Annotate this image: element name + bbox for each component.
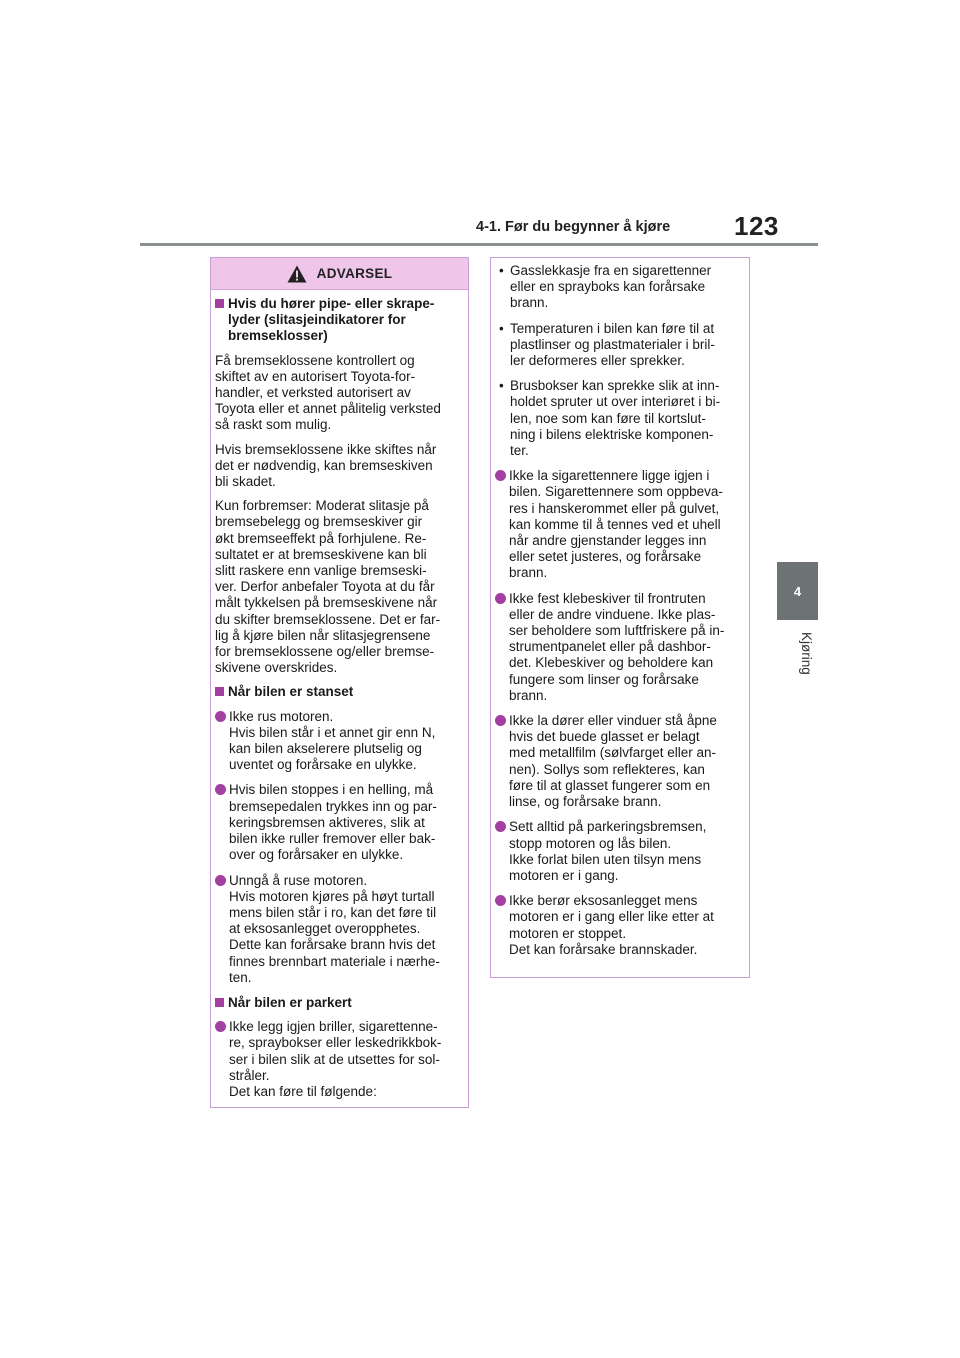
list-item: Ikke fest klebeskiver til frontruten eller de andre vinduene. Ikke plas- ser beholdere som luftfriskere på in- strumentpanelet eller på dashbor- det. Klebeskiver og beholdere kan fungere som linser og forårsake brann. xyxy=(495,591,744,704)
bullet-icon: • xyxy=(499,378,504,394)
bullet-icon: • xyxy=(499,320,504,336)
circle-bullet-icon xyxy=(215,709,229,774)
sub-list-item: • Brusbokser kan sprekke slik at inn- holdet spruter ut over interiøret i bi- len, noe som kan føre til kortslut- ning i bilens elektriske komponen- ter. xyxy=(495,378,744,459)
page-number: 123 xyxy=(734,211,779,241)
circle-bullet-icon xyxy=(215,782,229,863)
bullet-icon: • xyxy=(499,263,504,278)
chapter-number: 4 xyxy=(793,583,802,599)
list-item: Sett alltid på parkeringsbremsen, stopp motoren og lås bilen. Ikke forlat bilen uten tilsyn mens motoren er i gang. xyxy=(495,819,744,884)
list-item: Ikke la dører eller vinduer stå åpne hvis det buede glasset er belagt med metallfilm (sølvfarget eller an- nen). Sollys som reflekteres, kan føre til at glasset fungerer som en linse, og forårsake brann. xyxy=(495,713,744,810)
section-title: 4-1. Før du begynner å kjøre xyxy=(476,219,671,235)
circle-bullet-icon xyxy=(495,713,509,810)
sub-list-item: • Temperaturen i bilen kan føre til at plastlinser og plastmaterialer i bril- ler deformeres eller sprekker. xyxy=(495,321,744,370)
circle-bullet-icon xyxy=(215,1019,229,1100)
paragraph: Kun forbremser: Moderat slitasje på bremsebelegg og bremseskiver gir økt bremseeffekt på forhjulene. Re- sultatet er at bremseskivene kan bli slitt raskere enn vanlige bremseski- ver. Derfor anbefaler Toyota at du får målt tykkelsen på bremseskivene når du skifter bremseklossene. Det er far- lig å kjøre bilen når slitasjegrensene for bremseklossene og/eller bremse- skivene overskrides. xyxy=(215,498,441,676)
circle-bullet-icon xyxy=(495,819,509,884)
list-item: Unngå å ruse motoren. Hvis motoren kjøres på høyt turtall mens bilen står i ro, kan det føre til at eksosanlegget overopphetes. Dette kan forårsake brann hvis det finnes brennbart materiale i nærhe- ten. xyxy=(215,873,463,986)
section-heading: Hvis du hører pipe- eller skrape- lyder (slitasjeindikatorer for bremseklosser) xyxy=(215,296,463,345)
warning-box-continued xyxy=(490,257,750,978)
section-heading: Når bilen er stanset xyxy=(215,684,463,700)
paragraph: Hvis bremseklossene ikke skiftes når det er nødvendig, kan bremseskiven bli skadet. xyxy=(215,441,437,490)
warning-content-continued xyxy=(491,258,749,958)
warning-header xyxy=(211,258,468,290)
list-item: Ikke la sigarettennere ligge igjen i bilen. Sigarettennere som oppbeva- res i hanskerommet eller på gulvet, kan komme til å tennes ved et uhell når andre gjenstander legges inn eller setet justeres, og forårsake brann. xyxy=(495,468,744,581)
chapter-tab[interactable] xyxy=(777,562,818,620)
list-item: Hvis bilen stoppes i en helling, må bremsepedalen trykkes inn og par- keringsbremsen aktiveres, slik at bilen ikke ruller fremover eller bak- over og forårsaker en ulykke. xyxy=(215,782,463,863)
paragraph: Få bremseklossene kontrollert og skiftet av en autorisert Toyota-for- handler, et verksted autorisert av Toyota eller et annet pålitelig verksted så raskt som mulig. xyxy=(215,352,441,433)
warning-triangle-icon xyxy=(287,265,307,283)
circle-bullet-icon xyxy=(215,873,229,986)
square-bullet-icon xyxy=(215,684,228,700)
chapter-label: Kjøring xyxy=(799,632,814,675)
header-divider xyxy=(140,243,818,246)
warning-content xyxy=(211,290,468,1100)
section-heading: Når bilen er parkert xyxy=(215,995,463,1011)
list-item: Ikke rus motoren. Hvis bilen står i et annet gir enn N, kan bilen akselerere plutselig og uventet og forårsake en ulykke. xyxy=(215,709,463,774)
circle-bullet-icon xyxy=(495,893,509,958)
sub-list-item: • Gasslekkasje fra en sigarettenner eller en sprayboks kan forårsake brann. xyxy=(495,263,744,312)
square-bullet-icon xyxy=(215,296,228,345)
warning-box xyxy=(210,257,469,1108)
square-bullet-icon xyxy=(215,995,228,1011)
circle-bullet-icon xyxy=(495,591,509,704)
warning-title: ADVARSEL xyxy=(316,266,393,281)
list-item: Ikke legg igjen briller, sigarettenne- re, spraybokser eller leskedrikkbok- ser i bilen slik at de utsettes for sol- stråler. Det kan føre til følgende: xyxy=(215,1019,463,1100)
circle-bullet-icon xyxy=(495,468,509,581)
list-item: Ikke berør eksosanlegget mens motoren er i gang eller like etter at motoren er stoppet. Det kan forårsake brannskader. xyxy=(495,893,744,958)
